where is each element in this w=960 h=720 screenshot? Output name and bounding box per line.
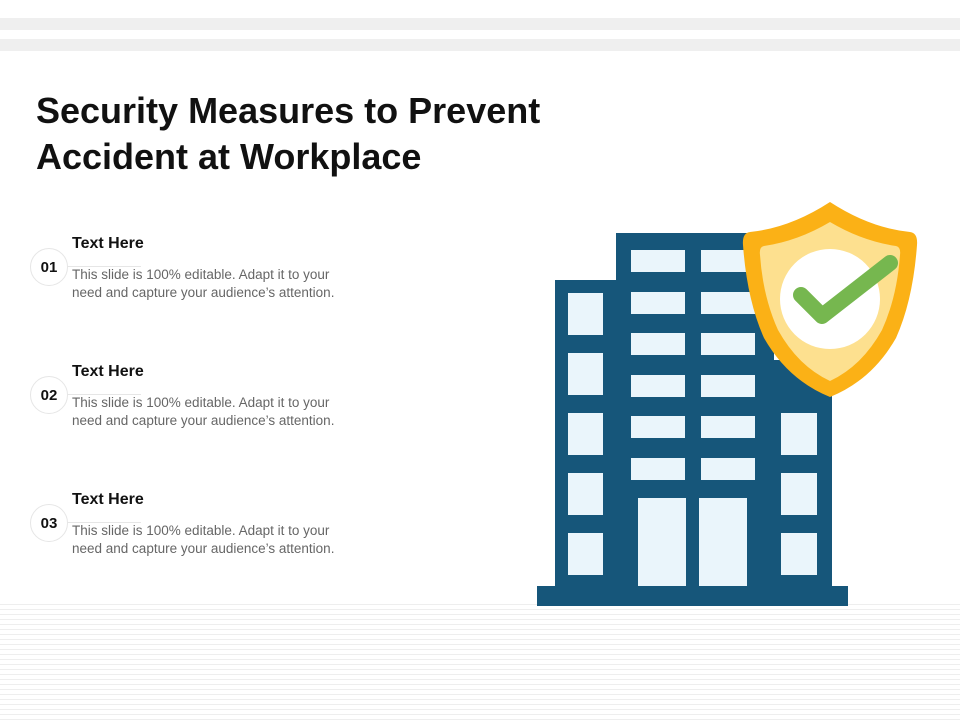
item-description (72, 394, 412, 430)
bottom-lines-decoration (0, 600, 960, 720)
item-description-line: This slide is 100% editable. Adapt it to your (72, 395, 330, 410)
item-description-line: This slide is 100% editable. Adapt it to your (72, 523, 330, 538)
slide-title (36, 88, 596, 180)
top-stripe (0, 39, 960, 51)
item-number-badge: 03 (30, 504, 68, 542)
item-heading: Text Here (72, 363, 144, 380)
item-description-line: This slide is 100% editable. Adapt it to your (72, 267, 330, 282)
list-item (30, 364, 450, 444)
list-item (30, 492, 450, 572)
item-heading: Text Here (72, 235, 144, 252)
slide-title-line: Accident at Workplace (36, 136, 422, 177)
item-heading: Text Here (72, 491, 144, 508)
item-number-badge: 01 (30, 248, 68, 286)
item-description-line: need and capture your audience’s attention. (72, 541, 335, 556)
item-description-line: need and capture your audience’s attention. (72, 285, 335, 300)
top-stripe (0, 18, 960, 30)
slide-title-line: Security Measures to Prevent (36, 90, 541, 131)
item-number-badge: 02 (30, 376, 68, 414)
item-description (72, 266, 412, 302)
security-illustration (534, 196, 924, 610)
item-description (72, 522, 412, 558)
list-item (30, 236, 450, 316)
item-description-line: need and capture your audience’s attention. (72, 413, 335, 428)
